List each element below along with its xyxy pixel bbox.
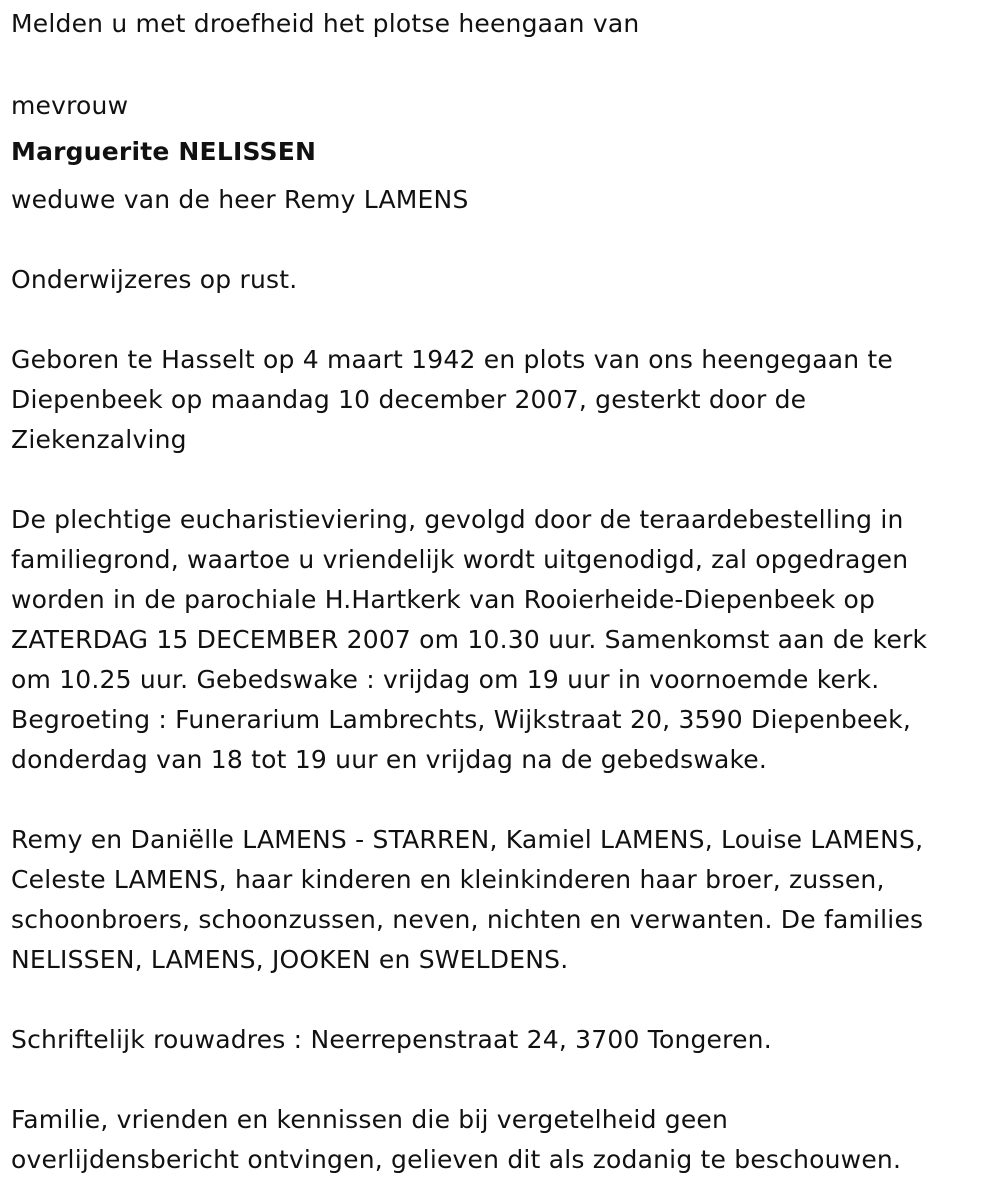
- profession-text: Onderwijzeres op rust.: [11, 265, 298, 294]
- text-line: De plechtige eucharistieviering, gevolgd door de teraardebestelling in: [11, 505, 904, 534]
- family-paragraph: [11, 820, 991, 980]
- title-text: mevrouw: [11, 91, 129, 120]
- text-line: Diepenbeek op maandag 10 december 2007, gesterkt door de: [11, 385, 807, 414]
- text-line: donderdag van 18 tot 19 uur en vrijdag na de gebedswake.: [11, 745, 768, 774]
- address-text: Schriftelijk rouwadres : Neerrepenstraat 24, 3700 Tongeren.: [11, 1025, 772, 1054]
- text-line: ZATERDAG 15 DECEMBER 2007 om 10.30 uur. Samenkomst aan de kerk: [11, 625, 928, 654]
- deceased-name: Marguerite NELISSEN: [11, 137, 317, 166]
- birth-death-paragraph: [11, 340, 991, 460]
- death-notice: [11, 0, 991, 1180]
- text-line: Ziekenzalving: [11, 425, 187, 454]
- text-line: overlijdensbericht ontvingen, gelieven dit als zodanig te beschouwen.: [11, 1145, 902, 1174]
- text-line: familiegrond, waartoe u vriendelijk wordt uitgenodigd, zal opgedragen: [11, 545, 909, 574]
- text-line: Remy en Daniëlle LAMENS - STARREN, Kamiel LAMENS, Louise LAMENS,: [11, 825, 924, 854]
- text-line: Geboren te Hasselt op 4 maart 1942 en plots van ons heengegaan te: [11, 345, 894, 374]
- closing-paragraph: [11, 1100, 991, 1180]
- text-line: Celeste LAMENS, haar kinderen en kleinkinderen haar broer, zussen,: [11, 865, 885, 894]
- intro-text: Melden u met droefheid het plotse heengaan van: [11, 9, 640, 38]
- text-line: schoonbroers, schoonzussen, neven, nichten en verwanten. De families: [11, 905, 924, 934]
- ceremony-paragraph: [11, 500, 991, 780]
- text-line: om 10.25 uur. Gebedswake : vrijdag om 19 uur in voornoemde kerk.: [11, 665, 880, 694]
- text-line: worden in de parochiale H.Hartkerk van Rooierheide-Diepenbeek op: [11, 585, 876, 614]
- text-line: NELISSEN, LAMENS, JOOKEN en SWELDENS.: [11, 945, 569, 974]
- widow-text: weduwe van de heer Remy LAMENS: [11, 185, 469, 214]
- text-line: Begroeting : Funerarium Lambrechts, Wijkstraat 20, 3590 Diepenbeek,: [11, 705, 911, 734]
- text-line: Familie, vrienden en kennissen die bij vergetelheid geen: [11, 1105, 729, 1134]
